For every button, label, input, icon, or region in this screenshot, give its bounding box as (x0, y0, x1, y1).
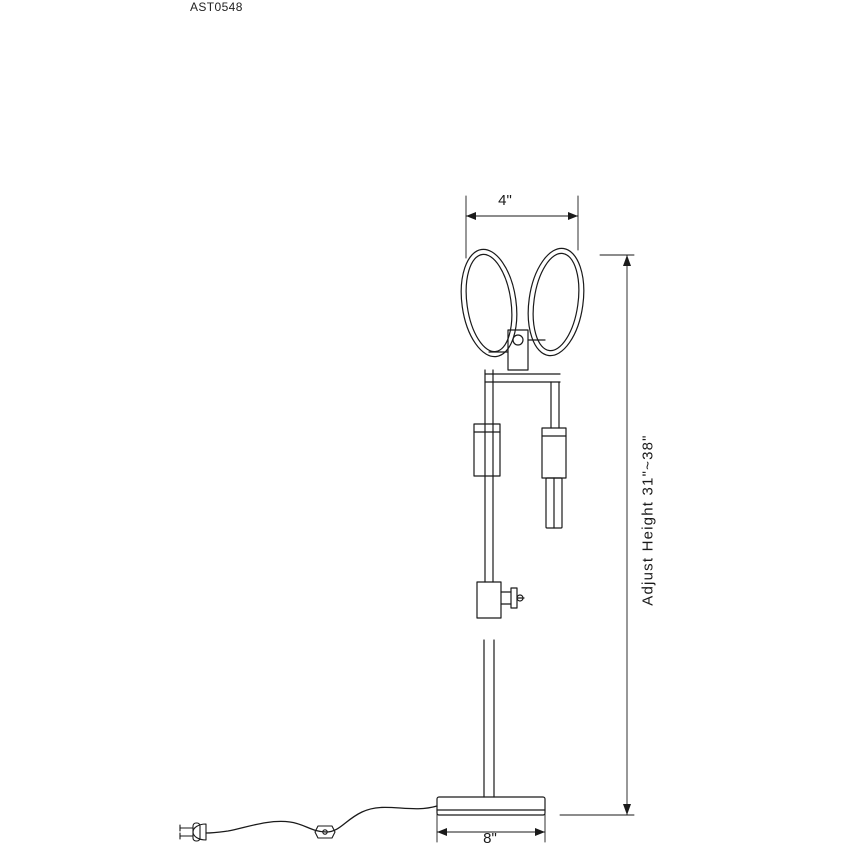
lamp-socket-right (542, 428, 566, 528)
lamp-shade-right (522, 245, 591, 359)
dimension-label-base-width: 8" (483, 830, 497, 847)
part-number-label: AST0548 (190, 0, 243, 14)
power-plug (180, 823, 206, 841)
dimension-height (560, 255, 634, 815)
lamp-socket-left (474, 424, 500, 476)
power-cord (206, 806, 437, 833)
dimension-label-top-width: 4" (498, 192, 512, 209)
height-adjust-collar (477, 582, 524, 618)
lamp-cross-arm (485, 374, 560, 428)
lamp-pole (484, 370, 494, 797)
lamp-shade-left (455, 246, 524, 360)
lamp-base (437, 797, 545, 815)
dimension-label-adjust-height: Adjust Height 31"~38" (639, 434, 657, 606)
